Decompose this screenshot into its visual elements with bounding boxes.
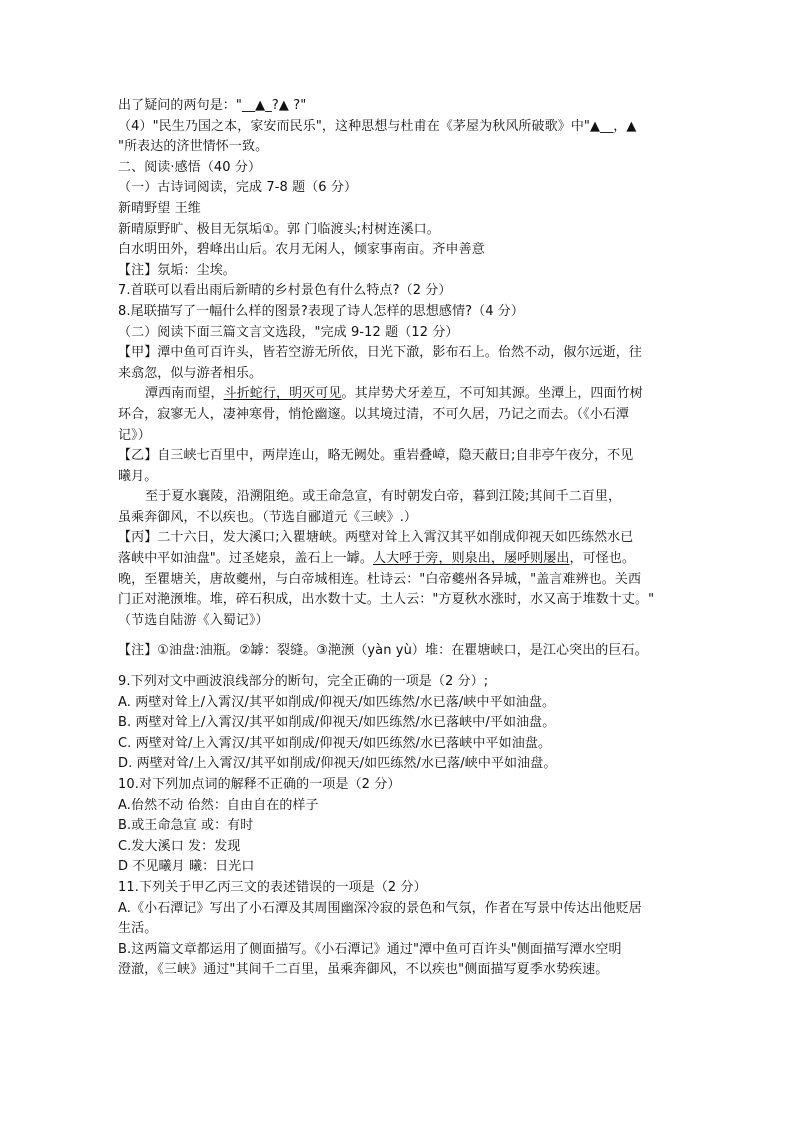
- text-line: 【甲】潭中鱼可百许头，皆若空游无所依，日光下澈，影布石上。佁然不动，俶尔远逝，往: [118, 345, 643, 361]
- spacer: [118, 631, 692, 641]
- text-line: D. 两壁对耸/上入霄汉/其平如削成/仰视天/如匹练然/水已落/峡中平如油盘。: [118, 756, 557, 772]
- text-line: 澄澈，《三峡》通过"其间千二百里，虽乘奔御风，不以疾也"侧面描写夏季水势疾速。: [118, 962, 609, 978]
- text-line: 新晴野望 王维: [118, 200, 201, 216]
- text-line: 新晴原野旷、极目无氛垢①。郭 门临渡头;村树连溪口。: [118, 221, 440, 237]
- text-line: B.或王命急宣 或：有时: [118, 818, 254, 834]
- text-line: A.佁然不动 佁然：自由自在的样子: [118, 797, 319, 813]
- text-line: 8.尾联描写了一幅什么样的图景?表现了诗人怎样的思想感情?（4 分）: [118, 303, 525, 319]
- spacer: [118, 662, 692, 672]
- text-segment: 潭西南而望，: [145, 386, 224, 402]
- text-line: 【乙】自三峡七百里中，两岸连山，略无阙处。重岩叠嶂，隐天蔽日;自非亭午夜分，不见: [118, 448, 634, 464]
- text-line: 环合，寂寥无人，凄神寒骨，悄怆幽邃。以其境过清，不可久居，乃记之而去。（《小石潭: [118, 406, 630, 422]
- underlined-text: 人大呼于旁，则泉出，屡呼则屡出: [372, 551, 570, 567]
- text-line: "所表达的济世情怀一致。: [118, 139, 269, 155]
- text-segment: 落峡中平如油盘"。过圣姥泉，盖石上一罅。: [118, 551, 373, 567]
- text-line: （节选自陆游《入蜀记》）: [118, 612, 269, 628]
- text-line: （一）古诗词阅读，完成 7-8 题（6 分）: [118, 180, 358, 196]
- document-page: [118, 96, 692, 981]
- text-line: 11.下列关于甲乙丙三文的表述错误的一项是（2 分）: [118, 879, 427, 895]
- text-line: [118, 384, 692, 405]
- text-line: A. 两壁对耸上/入霄汉/其平如削成/仰视天/如匹练然/水已落/峡中平如油盘。: [118, 694, 556, 710]
- text-line: B.这两篇文章都运用了侧面描写。《小石潭记》通过"潭中鱼可百许头"侧面描写潭水空明: [118, 941, 622, 957]
- text-line: 来翕忽，似与游者相乐。: [118, 365, 263, 381]
- text-line: 虽乘奔御风，不以疾也。（节选自郦道元《三峡》.）: [118, 509, 418, 525]
- text-line: 二、阅读·感悟（40 分）: [118, 159, 262, 175]
- text-line: B. 两壁对耸上/入霄汉/其平如削成/仰视天/如匹练然/水已落峡中/平如油盘。: [118, 715, 556, 731]
- text-line: 【注】氛垢：尘埃。: [118, 262, 236, 278]
- text-line: [118, 549, 692, 570]
- text-segment: ，可怪也。: [569, 551, 636, 567]
- text-line: 9.下列对文中画波浪线部分的断句，完全正确的一项是（2 分）;: [118, 674, 489, 690]
- text-line: （二）阅读下面三篇文言文选段，"完成 9-12 题（12 分）: [118, 324, 459, 340]
- text-line: 出了疑问的两句是："__▲_?▲ ?": [118, 98, 307, 113]
- text-line: （4）"民生乃国之本，家安而民乐"，这种思想与杜甫在《茅屋为秋风所破歌》中"▲__，▲: [118, 118, 637, 134]
- text-line: 记》）: [118, 427, 151, 443]
- text-line: D 不见曦月 曦：日光口: [118, 859, 255, 875]
- text-line: 【丙】二十六日，发大溪口;入瞿塘峡。两壁对耸上入霄汉其平如削成仰视天如匹练然水已: [118, 530, 634, 546]
- text-segment: 。其岸势犬牙差互，不可知其源。坐潭上，四面竹树: [341, 386, 643, 402]
- text-line: 10.对下列加点词的解释不正确的一项是（2 分）: [118, 777, 401, 792]
- text-line: 7.首联可以看出雨后新晴的乡村景色有什么特点?（2 分）: [118, 283, 452, 299]
- text-line: 晚，至瞿塘关，唐故夔州，与白帝城相连。杜诗云："白帝夔州各异城，"盖言难辨也。关西: [118, 571, 642, 587]
- underlined-text: 斗折蛇行，明灭可见: [223, 386, 342, 402]
- text-line: 曦月。: [118, 468, 158, 484]
- text-line: 门正对滟滪堆。堆，碎石积成，出水数十丈。土人云："方夏秋水涨时，水又高于堆数十丈。": [118, 592, 655, 608]
- text-line: 【注】①油盘:油瓶。②罅：裂缝。③滟滪（yàn yù）堆：在瞿塘峡口，是江心突出的巨石。: [118, 643, 648, 659]
- text-line: 生活。: [118, 921, 158, 937]
- text-line: A.《小石潭记》写出了小石潭及其周围幽深冷寂的景色和气氛，作者在写景中传达出他贬居: [118, 900, 642, 916]
- text-line: C.发大溪口 发：发现: [118, 838, 241, 854]
- text-line: 至于夏水襄陵，沿溯阻绝。或王命急宣，有时朝发白帝，暮到江陵;其间千二百里，: [145, 489, 622, 505]
- text-line: 白水明田外，碧峰出山后。农月无闲人，倾家事南亩。齐申善意: [118, 242, 485, 258]
- text-line: C. 两壁对耸/上入霄汉/其平如削成/仰视天/如匹练然/水已落峡中平如油盘。: [118, 735, 552, 751]
